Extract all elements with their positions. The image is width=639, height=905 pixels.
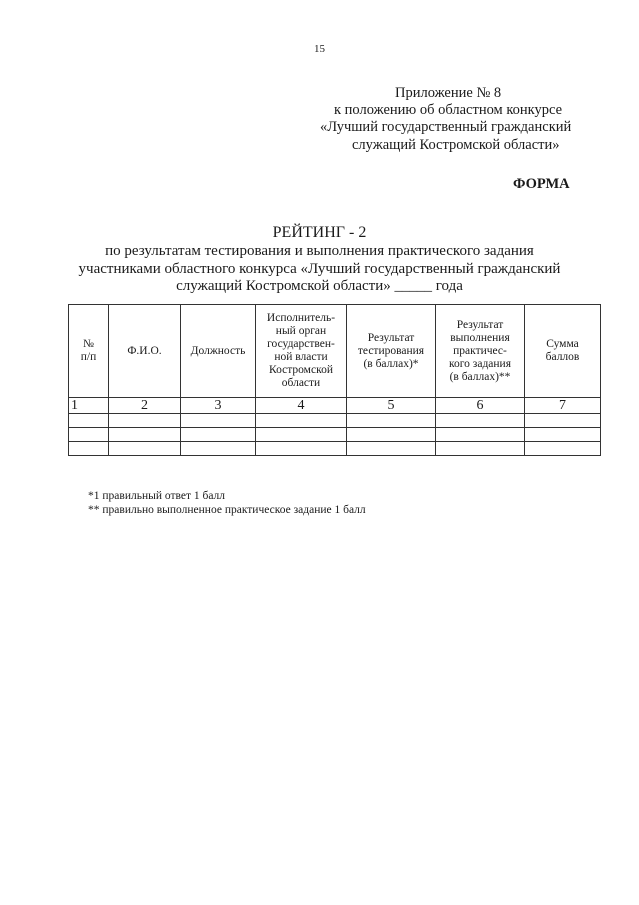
header-cell-line: Результат bbox=[367, 331, 415, 344]
appendix-line-2: к положению об областном конкурсе bbox=[334, 102, 563, 118]
table-cell[interactable] bbox=[525, 414, 601, 428]
table-cell[interactable] bbox=[256, 442, 347, 456]
header-cell-line: Должность bbox=[190, 344, 246, 357]
column-number-cell: 2 bbox=[109, 398, 181, 414]
table-cell[interactable] bbox=[436, 442, 525, 456]
table-number-row bbox=[69, 398, 601, 414]
table-header-row bbox=[69, 305, 601, 398]
header-cell-line: п/п bbox=[80, 351, 97, 363]
title-line-2: участниками областного конкурса «Лучший государственный гражданский bbox=[78, 261, 561, 277]
header-cell-line: Исполнитель- bbox=[266, 312, 336, 324]
appendix-line-3: «Лучший государственный гражданский bbox=[320, 119, 572, 135]
header-cell-line: практичес- bbox=[453, 344, 507, 357]
header-cell-line: ный орган bbox=[275, 325, 327, 337]
table-cell[interactable] bbox=[69, 428, 109, 442]
column-number-cell: 5 bbox=[347, 398, 436, 414]
header-cell-line: Результат bbox=[456, 318, 504, 331]
appendix-line-4: служащий Костромской области» bbox=[352, 137, 560, 153]
document-title: РЕЙТИНГ - 2 bbox=[272, 224, 367, 241]
table-cell[interactable] bbox=[109, 414, 181, 428]
table-cell[interactable] bbox=[181, 442, 256, 456]
table-cell[interactable] bbox=[109, 442, 181, 456]
footnote-2: ** правильно выполненное практическое задание 1 балл bbox=[88, 504, 366, 516]
table-cell[interactable] bbox=[525, 442, 601, 456]
header-cell-1 bbox=[69, 305, 109, 398]
table-cell[interactable] bbox=[69, 442, 109, 456]
table-row bbox=[69, 442, 601, 456]
header-cell-line: Костромской bbox=[269, 364, 333, 376]
header-cell-line: Ф.И.О. bbox=[127, 344, 162, 357]
header-cell-5 bbox=[347, 305, 436, 398]
header-cell-line: кого задания bbox=[448, 357, 511, 370]
header-cell-line: баллов bbox=[545, 351, 580, 363]
table-cell[interactable] bbox=[347, 428, 436, 442]
table-cell[interactable] bbox=[525, 428, 601, 442]
table-cell[interactable] bbox=[436, 428, 525, 442]
header-cell-2 bbox=[109, 305, 181, 398]
appendix-line-1: Приложение № 8 bbox=[395, 85, 502, 101]
table-cell[interactable] bbox=[109, 428, 181, 442]
column-number-cell: 3 bbox=[181, 398, 256, 414]
table-row bbox=[69, 428, 601, 442]
footnote-1: *1 правильный ответ 1 балл bbox=[88, 490, 226, 502]
table-cell[interactable] bbox=[69, 414, 109, 428]
header-cell-line: государствен- bbox=[267, 338, 335, 350]
header-cell-3 bbox=[181, 305, 256, 398]
table-cell[interactable] bbox=[436, 414, 525, 428]
header-cell-line: выполнения bbox=[450, 331, 510, 344]
table-body bbox=[69, 305, 601, 456]
title-line-1: по результатам тестирования и выполнения практического задания bbox=[105, 243, 534, 259]
header-cell-line: (в баллах)** bbox=[449, 370, 511, 383]
header-cell-7 bbox=[525, 305, 601, 398]
table-cell[interactable] bbox=[181, 428, 256, 442]
column-number-cell: 4 bbox=[256, 398, 347, 414]
header-cell-line: ной власти bbox=[274, 351, 328, 363]
column-number-cell: 1 bbox=[69, 398, 109, 414]
header-cell-line: (в баллах)* bbox=[363, 357, 419, 370]
table-row bbox=[69, 414, 601, 428]
column-number-cell: 6 bbox=[436, 398, 525, 414]
title-line-3: служащий Костромской области» _____ года bbox=[176, 278, 463, 294]
table-cell[interactable] bbox=[347, 442, 436, 456]
form-label: ФОРМА bbox=[513, 176, 570, 192]
header-cell-line: Сумма bbox=[546, 338, 579, 350]
rating-table bbox=[68, 304, 601, 456]
page-number: 15 bbox=[314, 43, 325, 55]
header-cell-4 bbox=[256, 305, 347, 398]
header-cell-line: области bbox=[281, 377, 321, 389]
table-cell[interactable] bbox=[347, 414, 436, 428]
table-cell[interactable] bbox=[256, 428, 347, 442]
header-cell-line: № bbox=[83, 338, 94, 350]
header-cell-6 bbox=[436, 305, 525, 398]
table-cell[interactable] bbox=[256, 414, 347, 428]
column-number-cell: 7 bbox=[525, 398, 601, 414]
table-cell[interactable] bbox=[181, 414, 256, 428]
header-cell-line: тестирования bbox=[357, 344, 425, 357]
